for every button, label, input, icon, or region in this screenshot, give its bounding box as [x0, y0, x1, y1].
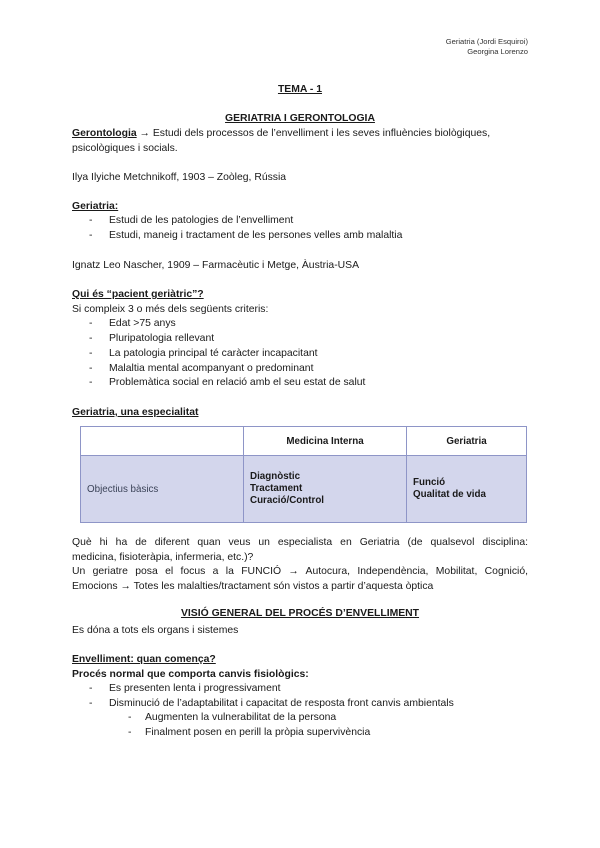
table-header-row	[81, 427, 527, 456]
para2-line1: Un geriatre posa el focus a la FUNCIÓ → Autocura, Independència, Mobilitat, Cognició,	[72, 566, 528, 577]
section-title-visio-general: VISIÓ GENERAL DEL PROCÉS D’ENVELLIMENT	[180, 608, 420, 619]
table-cell-geriatria: Funció Qualitat de vida	[407, 456, 527, 523]
gerontologia-def-line1: → Estudi dels processos de l’envelliment i les seves influències biològiques,	[136, 128, 491, 139]
para2-line2: Emocions → Totes les malalties/tractament són vistos a partir d’aquesta òptica	[72, 581, 434, 592]
pacient-intro: Si compleix 3 o més dels següents criteris:	[72, 304, 269, 315]
table-cell-medicina-interna: Diagnòstic Tractament Curació/Control	[244, 456, 407, 523]
sub-list-item: - Augmenten la vulnerabilitat de la persona	[128, 712, 337, 723]
list-item: - Problemàtica social en relació amb el seu estat de salut	[89, 377, 366, 388]
gerontologia-definition	[72, 126, 528, 141]
list-item: - Malaltia mental acompanyant o predominant	[89, 363, 314, 374]
table-header-medicina-interna: Medicina Interna	[244, 427, 407, 456]
list-item: - Estudi, maneig i tractament de les persones velles amb malaltia	[89, 230, 403, 241]
tema-title: TEMA - 1	[277, 84, 323, 95]
pacient-geriatric-heading: Qui és “pacient geriàtric”?	[72, 289, 204, 300]
list-item: - Estudi de les patologies de l’envelliment	[89, 215, 294, 226]
list-item: - Es presenten lenta i progressivament	[89, 683, 281, 694]
header-course: Geriatria (Jordi Esquiroi)	[445, 37, 528, 46]
visio-line: Es dóna a tots els organs i sistemes	[72, 625, 239, 636]
list-item: - La patologia principal té caràcter incapacitant	[89, 348, 318, 359]
gerontologia-def-line2: psicològiques i socials.	[72, 143, 178, 154]
list-item: - Pluripatologia rellevant	[89, 333, 215, 344]
gerontologia-term: Gerontologia	[72, 128, 137, 139]
para1-line2: medicina, fisioteràpia, infermeria, etc.)?	[72, 552, 254, 563]
comparison-table	[80, 426, 527, 523]
table-header-empty	[81, 427, 244, 456]
header-author: Georgina Lorenzo	[467, 47, 528, 56]
para1-line1: Què hi ha de diferent quan veus un especialista en Geriatria (de qualsevol disciplina:	[72, 537, 528, 548]
sub-list-item: - Finalment posen en perill la pròpia supervivència	[128, 727, 371, 738]
table-header-geriatria: Geriatria	[407, 427, 527, 456]
section-title-geriatria-gerontologia: GERIATRIA I GERONTOLOGIA	[225, 113, 375, 124]
metchnikoff-line: Ilya Ilyiche Metchnikoff, 1903 – Zoòleg, Rússia	[72, 172, 287, 183]
page-header	[446, 37, 528, 57]
geriatria-heading: Geriatria:	[72, 201, 119, 212]
list-item: - Disminució de l’adaptabilitat i capacitat de resposta front canvis ambientals	[89, 698, 454, 709]
envelliment-subheading: Procés normal que comporta canvis fisiològics:	[72, 669, 309, 680]
table-row-label: Objectius bàsics	[81, 456, 244, 523]
table-row	[81, 456, 527, 523]
especialitat-heading: Geriatria, una especialitat	[72, 407, 199, 418]
list-item: - Edat >75 anys	[89, 318, 176, 329]
envelliment-heading: Envelliment: quan comença?	[72, 654, 216, 665]
nascher-line: Ignatz Leo Nascher, 1909 – Farmacèutic i Metge, Àustria-USA	[72, 260, 360, 271]
